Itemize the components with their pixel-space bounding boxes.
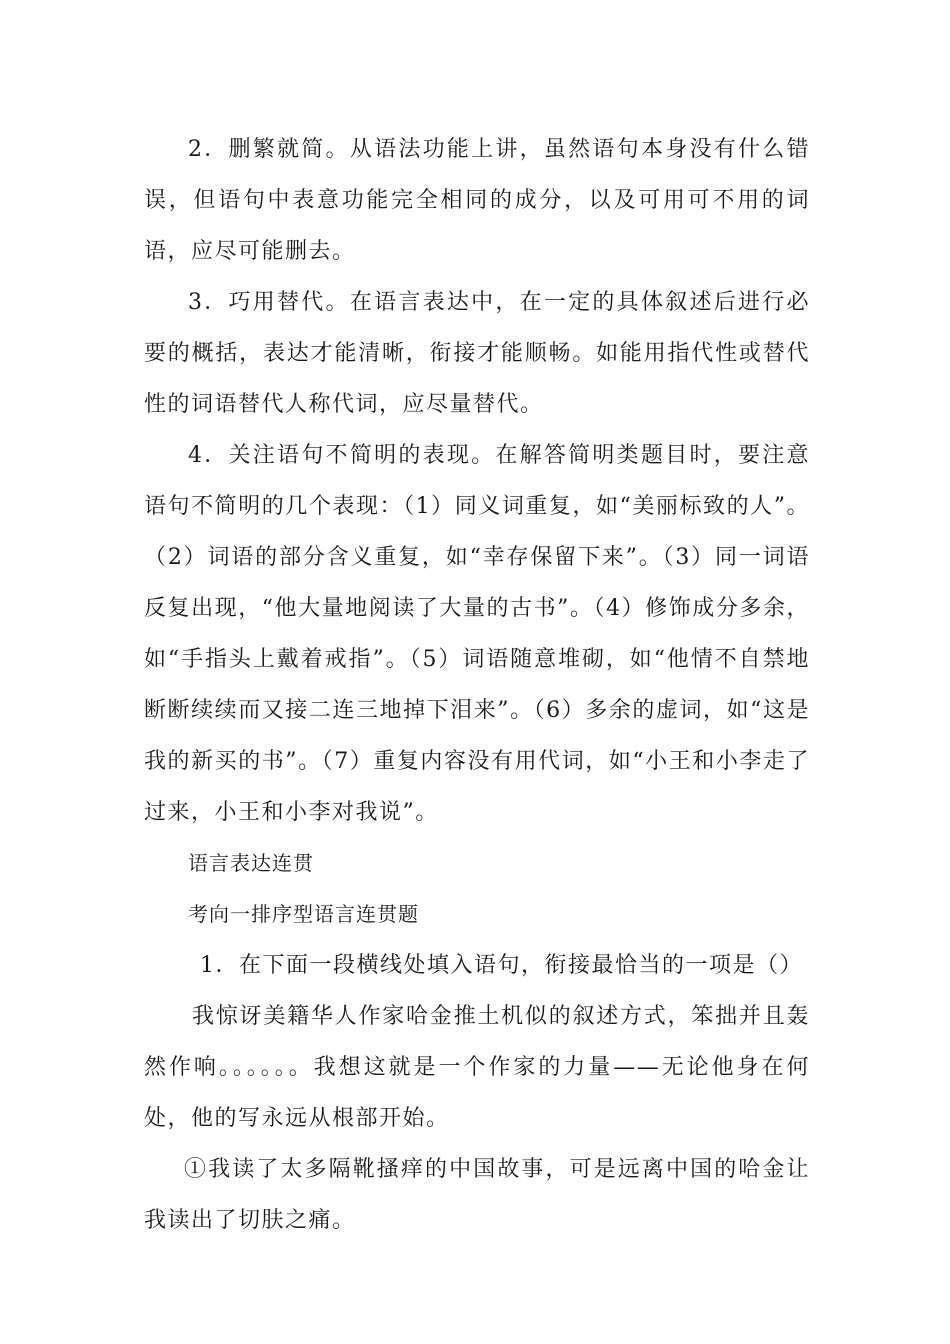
paragraph-substitute: 3．巧用替代。在语言表达中，在一定的具体叙述后进行必要的概括，表达才能清晰，衔接才能顺畅。如能用指代性或替代性的词语替代人称代词，应尽量替代。	[144, 290, 810, 417]
question-stem: 1．在下面一段横线处填入语句，衔接最恰当的一项是（）	[200, 953, 803, 978]
option-1: ①我读了太多隔靴搔痒的中国故事，可是远离中国的哈金让我读出了切肤之痛。	[144, 1157, 810, 1233]
section-heading: 语言表达连贯	[188, 851, 314, 875]
question-passage: 我惊讶美籍华人作家哈金推土机似的叙述方式，笨拙并且轰然作响。。。。。。我想这就是一个作家的力量——无论他身在何处，他的写永远从根部开始。	[144, 1004, 810, 1131]
paragraph-simplify: 2．删繁就简。从语法功能上讲，虽然语句本身没有什么错误，但语句中表意功能完全相同的成分，以及可用可不用的词语，应尽可能删去。	[144, 137, 810, 264]
paragraph-conciseness-issues: 4．关注语句不简明的表现。在解答简明类题目时，要注意语句不简明的几个表现：（1）同义词重复，如“美丽标致的人”。（2）词语的部分含义重复，如“幸存保留下来”。（3）同一词语反复出现，“他大量地阅读了大量的古书”。（4）修饰成分多余，如“手指头上戴着戒指”。（5）词语随意堆砌，如“他情不自禁地断断续续而又接二连三地掉下泪来”。（6）多余的虚词，如“这是我的新买的书”。（7）重复内容没有用代词，如“小王和小李走了过来，小王和小李对我说”。	[144, 443, 810, 825]
subsection-heading: 考向一排序型语言连贯题	[188, 902, 419, 926]
